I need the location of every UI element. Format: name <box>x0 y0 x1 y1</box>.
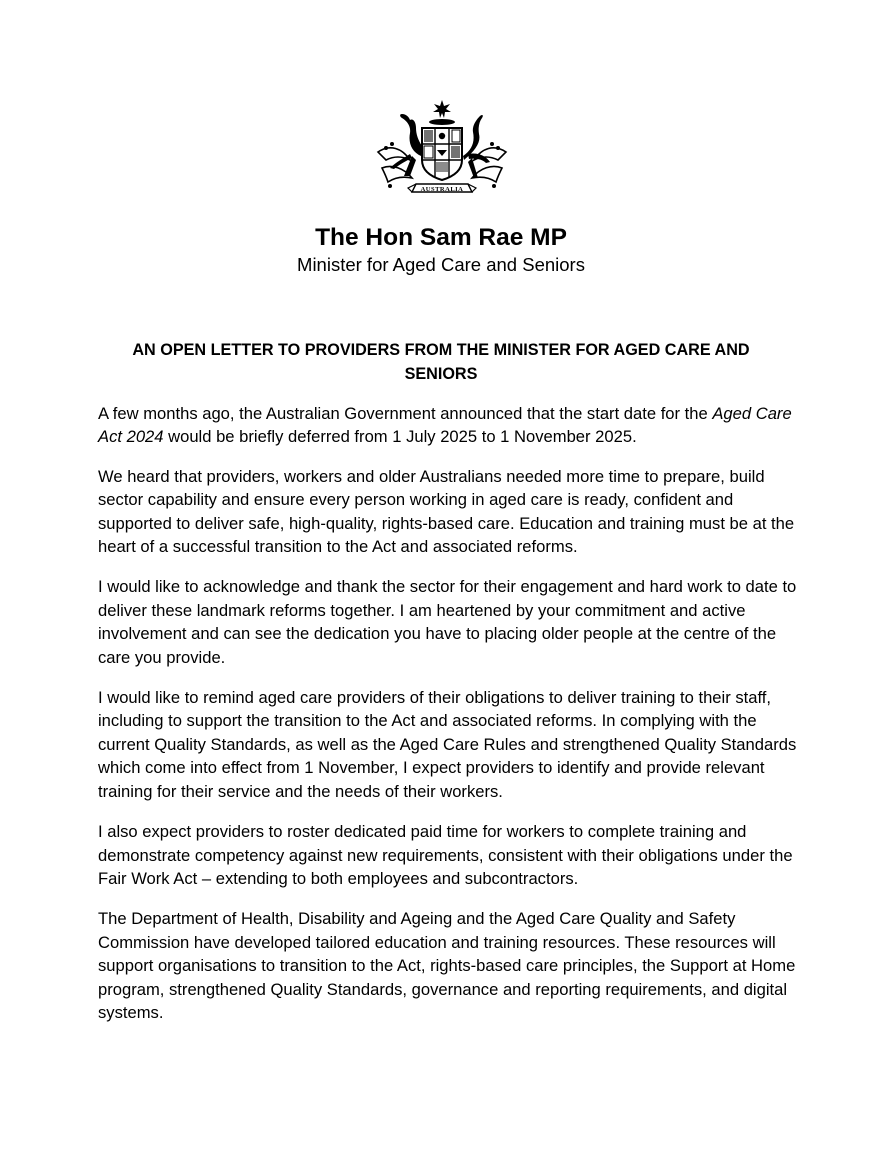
paragraph-2: We heard that providers, workers and older Australians needed more time to prepare, build sector capability and ensure every person working in aged care is ready, confident and supported to deliver safe, high-quality, rights-based care. Education and training must be at the heart of a successful transition to the Act and associated reforms. <box>98 466 795 557</box>
minister-title: Minister for Aged Care and Seniors <box>297 254 585 275</box>
paragraph-1-text-a: A few months ago, the Australian Government announced that the start date for the <box>98 404 713 423</box>
coat-of-arms-emblem <box>372 98 512 202</box>
paragraph-3: I would like to acknowledge and thank the sector for their engagement and hard work to date to deliver these landmark reforms together. I am heartened by your commitment and active involvement and can see the dedication you have to placing older people at the centre of the care you provide. <box>98 577 797 667</box>
letter-heading <box>90 339 792 386</box>
paragraph-5: I also expect providers to roster dedicated paid time for workers to complete training and demonstrate competency against new requirements, consistent with their obligations under the Fair Work Act – extending to both employees and subcontractors. <box>98 822 793 888</box>
paragraph-4: I would like to remind aged care providers of their obligations to deliver training to their staff, including to support the transition to the Act and associated reforms. In complying with the current Quality Standards, as well as the Aged Care Rules and strengthened Quality Standards which come into effect from 1 November, I expect providers to identify and provide relevant training for their service and the needs of their workers. <box>98 688 797 801</box>
minister-name: The Hon Sam Rae MP <box>315 224 567 251</box>
act-title: Aged Care Act 2024 <box>98 404 792 447</box>
paragraph-6: The Department of Health, Disability and Ageing and the Aged Care Quality and Safety Commission have developed tailored education and training resources. These resources will support organisations to transition to the Act, rights-based care principles, the Support at Home program, strengthened Quality Standards, governance and reporting requirements, and digital systems. <box>98 909 796 1022</box>
svg-text:AUSTRALIA: AUSTRALIA <box>420 186 464 193</box>
paragraph-1-text-b: would be briefly deferred from 1 July 2025 to 1 November 2025. <box>163 427 637 447</box>
paragraph-1 <box>98 402 798 449</box>
letter-heading-line-1: AN OPEN LETTER TO PROVIDERS FROM THE MINISTER FOR AGED CARE AND <box>132 341 750 359</box>
letter-heading-line-2: SENIORS <box>404 364 478 383</box>
letter-body <box>98 402 798 1041</box>
